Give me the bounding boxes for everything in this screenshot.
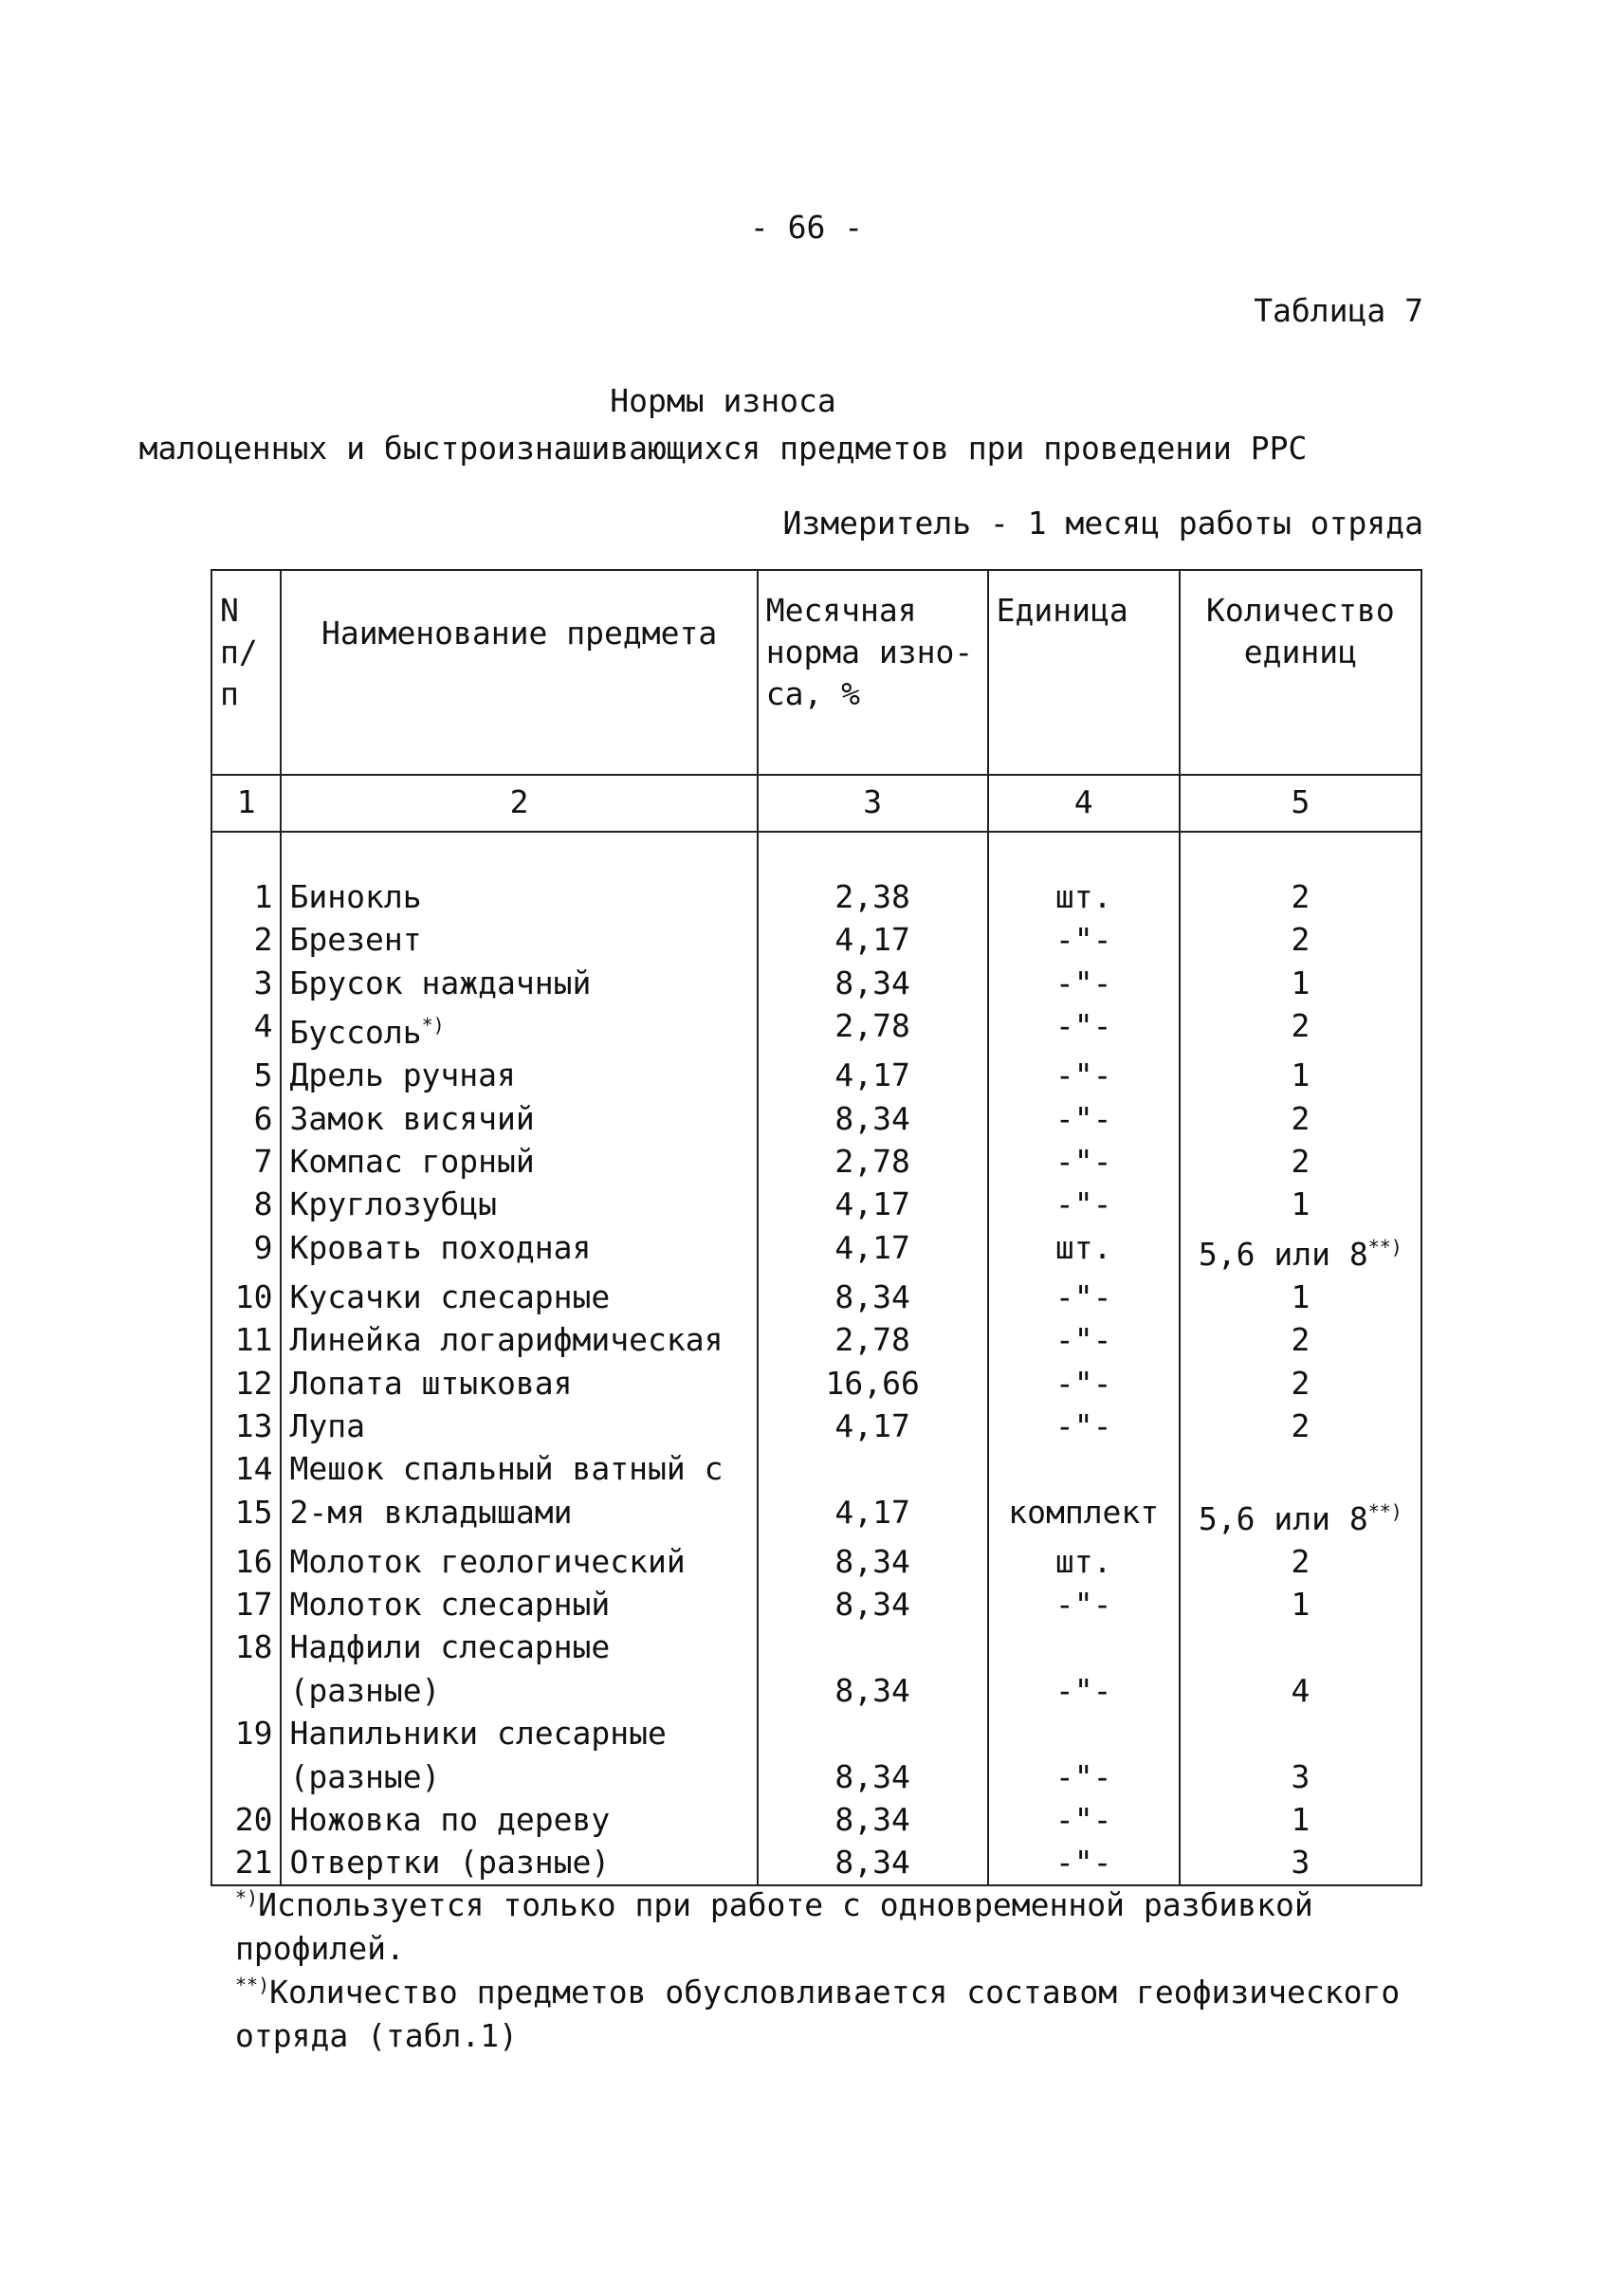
quantity-text: 2 (1291, 1142, 1311, 1180)
item-name-text: Ножовка по дереву (289, 1801, 611, 1839)
monthly-norm (758, 1054, 988, 1096)
row-number (211, 875, 281, 918)
unit (988, 1054, 1180, 1096)
table-row (211, 1405, 1421, 1447)
monthly-norm (758, 1626, 988, 1668)
item-name (281, 1226, 757, 1276)
row-number (211, 1183, 281, 1225)
row-number-text: 10 (234, 1277, 273, 1315)
table-row (211, 918, 1421, 961)
unit (988, 1226, 1180, 1276)
item-name-text: Лупа (289, 1406, 365, 1444)
row-number-text: 3 (253, 964, 273, 1001)
row-number (211, 1491, 281, 1540)
monthly-norm-text: 4,17 (834, 1056, 910, 1094)
column-number: 3 (758, 775, 988, 832)
unit-text: -"- (1054, 1321, 1112, 1359)
unit-text: -"- (1054, 1056, 1112, 1094)
item-name (281, 1491, 757, 1540)
table-row (211, 1491, 1421, 1540)
item-name (281, 1097, 757, 1140)
header-quantity (1180, 570, 1421, 775)
item-name-text: Круглозубцы (289, 1185, 498, 1223)
quantity-text: 2 (1291, 1099, 1311, 1137)
table-row (211, 1097, 1421, 1140)
quantity-text: 2 (1291, 878, 1311, 915)
header-number (211, 570, 281, 775)
unit (988, 1318, 1180, 1361)
unit-text: -"- (1054, 921, 1112, 959)
item-name-text: (разные) (289, 1757, 441, 1795)
row-number (211, 1447, 281, 1490)
unit (988, 1491, 1180, 1540)
item-name (281, 1669, 757, 1712)
monthly-norm-text: 4,17 (834, 1493, 910, 1531)
item-name (281, 1140, 757, 1183)
unit-text: -"- (1054, 1844, 1112, 1882)
monthly-norm (758, 1798, 988, 1841)
row-number-text: 1 (253, 878, 273, 915)
header-norm-line-3: са, % (765, 675, 861, 712)
table-row (211, 1362, 1421, 1405)
quantity (1180, 1226, 1421, 1276)
monthly-norm-text: 8,34 (834, 1671, 910, 1709)
row-number-text: 8 (253, 1185, 273, 1223)
page-number: - 66 - (749, 209, 864, 246)
item-name (281, 1712, 757, 1754)
row-number-text: 14 (234, 1450, 273, 1488)
unit (988, 1755, 1180, 1798)
item-name (281, 875, 757, 918)
item-name (281, 1626, 757, 1668)
monthly-norm (758, 1318, 988, 1361)
table-row (211, 1712, 1421, 1754)
row-number (211, 1004, 281, 1054)
quantity (1180, 1362, 1421, 1405)
table-label: Таблица 7 (1254, 292, 1423, 329)
item-name-text: Молоток слесарный (289, 1586, 611, 1624)
row-number (211, 1318, 281, 1361)
unit (988, 875, 1180, 918)
monthly-norm-text: 8,34 (834, 964, 910, 1001)
row-number (211, 1276, 281, 1318)
unit-text: -"- (1054, 1007, 1112, 1045)
row-number-text: 21 (234, 1844, 273, 1882)
item-name-text: Брусок наждачный (289, 964, 592, 1001)
row-number (211, 1669, 281, 1712)
monthly-norm-text: 2,78 (834, 1321, 910, 1359)
row-number-text: 20 (234, 1801, 273, 1839)
row-number-text: 4 (253, 1007, 273, 1045)
unit-text: -"- (1054, 1586, 1112, 1624)
quantity-text: 2 (1291, 921, 1311, 959)
header-number-line-1: N (220, 592, 239, 629)
item-name (281, 1405, 757, 1447)
header-quantity-line-1: Количество (1206, 592, 1395, 629)
item-name-text: Лопата штыковая (289, 1364, 573, 1402)
quantity-text: 5,6 или 8 (1198, 1235, 1368, 1273)
row-number-text: 5 (253, 1056, 273, 1094)
quantity (1180, 1183, 1421, 1225)
quantity-text: 2 (1291, 1321, 1311, 1359)
unit-text: -"- (1054, 1142, 1112, 1180)
spacer-row (211, 832, 1421, 875)
table-row (211, 1054, 1421, 1096)
unit (988, 918, 1180, 961)
monthly-norm (758, 962, 988, 1004)
monthly-norm (758, 1097, 988, 1140)
row-number (211, 1540, 281, 1583)
item-name (281, 918, 757, 961)
table-row (211, 1276, 1421, 1318)
item-name-text: Линейка логарифмическая (289, 1321, 724, 1359)
quantity (1180, 1626, 1421, 1668)
quantity (1180, 962, 1421, 1004)
monthly-norm (758, 1276, 988, 1318)
item-name (281, 962, 757, 1004)
row-number (211, 1097, 281, 1140)
monthly-norm-text: 2,78 (834, 1007, 910, 1045)
monthly-norm (758, 1004, 988, 1054)
unit-text: -"- (1054, 1185, 1112, 1223)
unit-text: -"- (1054, 1757, 1112, 1795)
table-row (211, 1626, 1421, 1668)
monthly-norm (758, 918, 988, 961)
header-number-line-2: п/п (220, 634, 258, 712)
header-norm-line-1: Месячная (765, 592, 917, 629)
table-row (211, 1540, 1421, 1583)
monthly-norm (758, 1362, 988, 1405)
row-number-text: 7 (253, 1142, 273, 1180)
quantity-text: 4 (1291, 1671, 1311, 1709)
quantity-text: 1 (1291, 1056, 1311, 1094)
quantity (1180, 1447, 1421, 1490)
quantity (1180, 1712, 1421, 1754)
item-name-text: Бинокль (289, 878, 422, 915)
unit (988, 1712, 1180, 1754)
item-name-text: Компас горный (289, 1142, 535, 1180)
table-row (211, 1798, 1421, 1841)
table-row (211, 1140, 1421, 1183)
row-number-text: 13 (234, 1406, 273, 1444)
monthly-norm-text: 2,38 (834, 878, 910, 915)
row-number-text: 9 (253, 1228, 273, 1266)
monthly-norm-text: 8,34 (834, 1099, 910, 1137)
quantity-text: 2 (1291, 1542, 1311, 1580)
footnote-2-text: Количество предметов обусловливается составом геофизического отряда (табл.1) (235, 1974, 1401, 2054)
item-name-text: Кровать походная (289, 1228, 592, 1266)
quantity (1180, 875, 1421, 918)
quantity-text: 1 (1291, 1801, 1311, 1839)
table-title (0, 377, 1446, 472)
item-name-text: 2-мя вкладышами (289, 1493, 573, 1531)
item-name-text: Буссоль (289, 1014, 422, 1052)
item-name-text: Надфили слесарные (289, 1628, 611, 1666)
quantity-text: 2 (1291, 1406, 1311, 1444)
footnote-2-mark: **) (235, 1974, 270, 1996)
unit-text: -"- (1054, 1099, 1112, 1137)
column-number: 2 (281, 775, 757, 832)
monthly-norm-text: 8,34 (834, 1586, 910, 1624)
item-name (281, 1540, 757, 1583)
unit (988, 1097, 1180, 1140)
table-row (211, 962, 1421, 1004)
unit (988, 962, 1180, 1004)
quantity (1180, 1405, 1421, 1447)
header-norm-line-2: норма изно- (765, 634, 974, 670)
footnote-2 (235, 1963, 1430, 2058)
unit (988, 1626, 1180, 1668)
monthly-norm-text: 8,34 (834, 1542, 910, 1580)
item-name (281, 1798, 757, 1841)
quantity-text: 3 (1291, 1757, 1311, 1795)
monthly-norm (758, 1540, 988, 1583)
table-row (211, 1583, 1421, 1626)
column-number-row (211, 775, 1421, 832)
quantity (1180, 1276, 1421, 1318)
unit (988, 1798, 1180, 1841)
monthly-norm (758, 1226, 988, 1276)
header-monthly-norm (758, 570, 988, 775)
quantity (1180, 1004, 1421, 1054)
item-name-text: (разные) (289, 1671, 441, 1709)
quantity (1180, 918, 1421, 961)
unit-text: -"- (1054, 1801, 1112, 1839)
item-name (281, 1755, 757, 1798)
unit-text: -"- (1054, 1364, 1112, 1402)
row-number-text: 17 (234, 1586, 273, 1624)
quantity (1180, 1540, 1421, 1583)
unit (988, 1540, 1180, 1583)
monthly-norm (758, 1669, 988, 1712)
item-name (281, 1447, 757, 1490)
monthly-norm-text: 8,34 (834, 1844, 910, 1882)
unit (988, 1276, 1180, 1318)
unit (988, 1669, 1180, 1712)
quantity (1180, 1054, 1421, 1096)
monthly-norm (758, 1583, 988, 1626)
quantity-text: 1 (1291, 1277, 1311, 1315)
unit (988, 1140, 1180, 1183)
quantity (1180, 1755, 1421, 1798)
column-number: 5 (1180, 775, 1421, 832)
unit (988, 1004, 1180, 1054)
table-row (211, 1318, 1421, 1361)
unit-text: -"- (1054, 1277, 1112, 1315)
row-number (211, 1755, 281, 1798)
monthly-norm-text: 8,34 (834, 1801, 910, 1839)
monthly-norm-text: 4,17 (834, 921, 910, 959)
unit (988, 1362, 1180, 1405)
item-name-text: Молоток геологический (289, 1542, 686, 1580)
header-unit: Единица (988, 570, 1180, 775)
row-number (211, 1405, 281, 1447)
column-number: 1 (211, 775, 281, 832)
monthly-norm (758, 1140, 988, 1183)
item-name-text: Замок висячий (289, 1099, 535, 1137)
table-row (211, 1226, 1421, 1276)
monthly-norm-text: 4,17 (834, 1185, 910, 1223)
unit (988, 1405, 1180, 1447)
item-name (281, 1362, 757, 1405)
footnote-mark: *) (421, 1014, 445, 1038)
row-number (211, 1054, 281, 1096)
monthly-norm (758, 1183, 988, 1225)
footnote-mark: **) (1367, 1235, 1402, 1258)
unit-text: -"- (1054, 1406, 1112, 1444)
unit (988, 1447, 1180, 1490)
monthly-norm (758, 1755, 988, 1798)
item-name-text: Напильники слесарные (289, 1715, 667, 1753)
header-item-name: Наименование предмета (281, 570, 757, 775)
monthly-norm (758, 1491, 988, 1540)
monthly-norm-text: 2,78 (834, 1142, 910, 1180)
item-name (281, 1276, 757, 1318)
unit (988, 1583, 1180, 1626)
unit-text: шт. (1054, 1542, 1112, 1580)
monthly-norm-text: 8,34 (834, 1757, 910, 1795)
item-name-text: Мешок спальный ватный с (289, 1450, 724, 1488)
item-name (281, 1183, 757, 1225)
row-number (211, 1362, 281, 1405)
quantity (1180, 1583, 1421, 1626)
table-row (211, 1669, 1421, 1712)
row-number-text: 11 (234, 1321, 273, 1359)
table-row (211, 875, 1421, 918)
item-name (281, 1583, 757, 1626)
unit-text: -"- (1054, 1671, 1112, 1709)
monthly-norm (758, 1405, 988, 1447)
footnote-mark: **) (1367, 1499, 1402, 1523)
table-row (211, 1183, 1421, 1225)
monthly-norm (758, 1447, 988, 1490)
unit-text: шт. (1054, 1228, 1112, 1266)
quantity-text: 1 (1291, 1586, 1311, 1624)
table-header-row (211, 570, 1421, 775)
row-number (211, 1583, 281, 1626)
monthly-norm (758, 875, 988, 918)
row-number (211, 918, 281, 961)
item-name-text: Брезент (289, 921, 422, 959)
table-row (211, 1004, 1421, 1054)
quantity (1180, 1140, 1421, 1183)
table-row (211, 1755, 1421, 1798)
monthly-norm-text: 16,66 (825, 1364, 920, 1402)
quantity (1180, 1318, 1421, 1361)
row-number-text: 18 (234, 1628, 273, 1666)
item-name-text: Отвертки (разные) (289, 1844, 611, 1882)
footnote-1 (235, 1876, 1430, 1971)
quantity (1180, 1798, 1421, 1841)
row-number (211, 1626, 281, 1668)
row-number (211, 1712, 281, 1754)
table-title-line-1: Нормы износа (610, 382, 836, 419)
header-quantity-line-2: единиц (1243, 634, 1357, 670)
monthly-norm (758, 1712, 988, 1754)
row-number-text: 16 (234, 1542, 273, 1580)
monthly-norm-text: 4,17 (834, 1228, 910, 1266)
table-title-line-2: малоценных и быстроизнашивающихся предметов при проведении РРС (138, 430, 1308, 467)
unit (988, 1183, 1180, 1225)
row-number (211, 962, 281, 1004)
unit-text: комплект (1008, 1493, 1160, 1531)
quantity-text: 2 (1291, 1364, 1311, 1402)
row-number-text: 12 (234, 1364, 273, 1402)
row-number-text: 6 (253, 1099, 273, 1137)
row-number-text: 15 (234, 1493, 273, 1531)
quantity-text: 1 (1291, 1185, 1311, 1223)
wear-norms-table (211, 569, 1422, 1886)
unit-text: шт. (1054, 878, 1112, 915)
row-number-text: 2 (253, 921, 273, 959)
item-name (281, 1054, 757, 1096)
item-name (281, 1004, 757, 1054)
quantity (1180, 1097, 1421, 1140)
quantity (1180, 1491, 1421, 1540)
quantity (1180, 1669, 1421, 1712)
monthly-norm-text: 4,17 (834, 1406, 910, 1444)
footnote-1-text: Используется только при работе с одновременной разбивкой профилей. (235, 1886, 1313, 1967)
item-name-text: Дрель ручная (289, 1056, 516, 1094)
monthly-norm-text: 8,34 (834, 1277, 910, 1315)
measure-unit-note: Измеритель - 1 месяц работы отряда (782, 505, 1423, 542)
item-name (281, 1318, 757, 1361)
column-number: 4 (988, 775, 1180, 832)
quantity-text: 2 (1291, 1007, 1311, 1045)
quantity-text: 3 (1291, 1844, 1311, 1882)
footnote-1-mark: *) (235, 1886, 259, 1909)
unit-text: -"- (1054, 964, 1112, 1001)
row-number (211, 1798, 281, 1841)
row-number (211, 1226, 281, 1276)
row-number-text: 19 (234, 1715, 273, 1753)
quantity-text: 5,6 или 8 (1198, 1499, 1368, 1537)
item-name-text: Кусачки слесарные (289, 1277, 611, 1315)
table-row (211, 1447, 1421, 1490)
row-number (211, 1140, 281, 1183)
quantity-text: 1 (1291, 964, 1311, 1001)
